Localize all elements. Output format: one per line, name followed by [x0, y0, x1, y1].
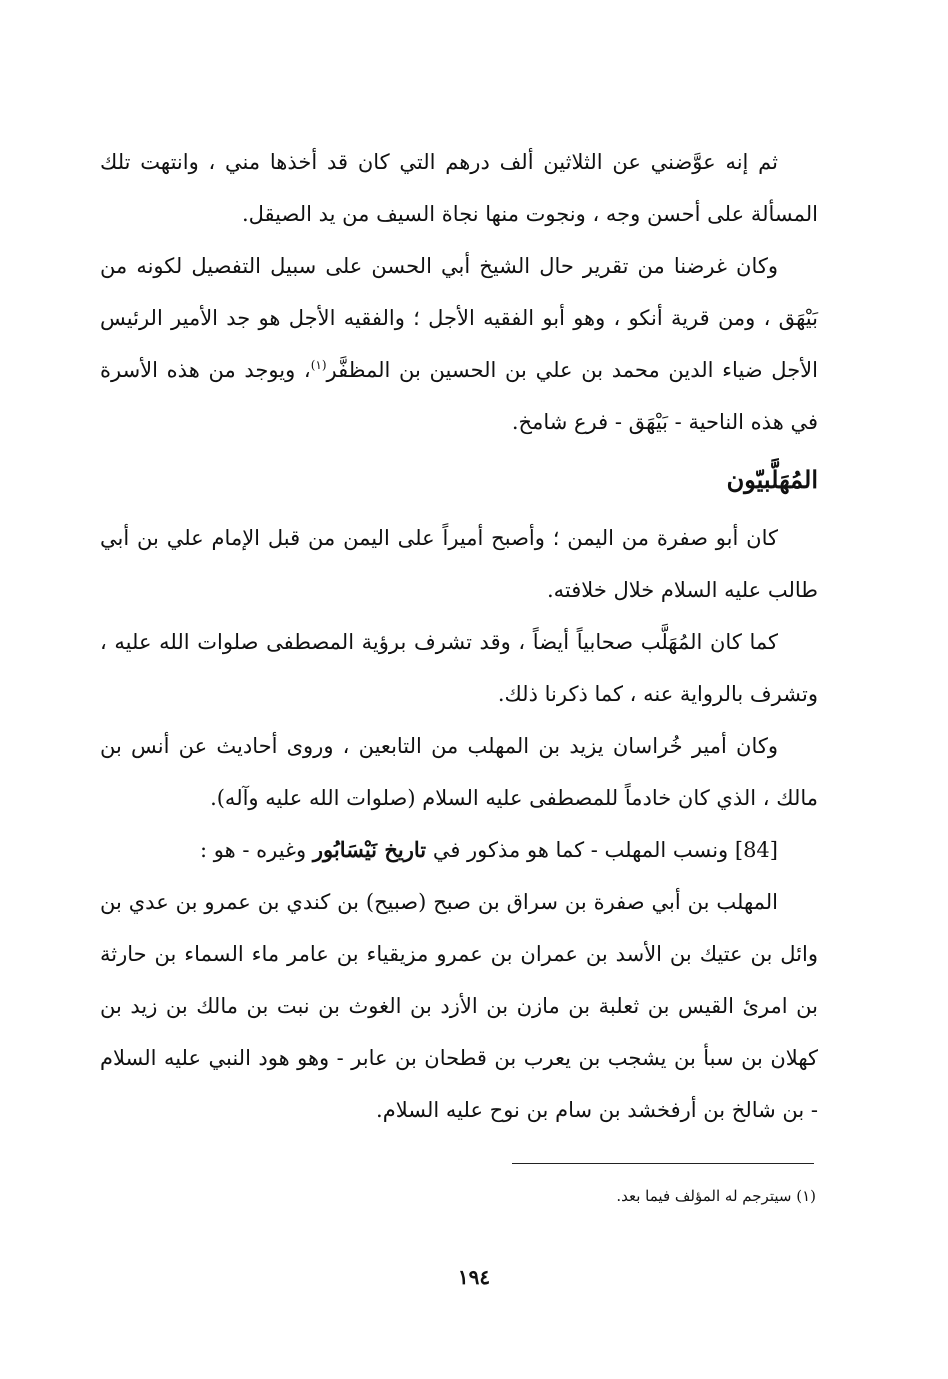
footnote-reference: (١) — [310, 358, 327, 372]
paragraph-1: ثم إنه عوَّضني عن الثلاثين ألف درهم التي كان قد أخذها مني ، وانتهت تلك المسألة على أحسن وجه ، ونجوت منها نجاة السيف من يد الصيقل. — [100, 150, 818, 226]
footnote-divider — [512, 1163, 814, 1164]
page-number: ١٩٤ — [457, 1265, 491, 1289]
body-text-top — [100, 136, 818, 1136]
book-title-reference: تاريخ نَيْسَابُور — [312, 837, 427, 862]
paragraph-7-genealogy: المهلب بن أبي صفرة بن سراق بن صبح (صبيح) بن كندي بن عمرو بن عدي بن وائل بن عتيك بن الأسد بن عمران بن عمرو مزيقياء بن عامر ماء السماء بن حارثة بن امرئ القيس بن ثعلبة بن مازن بن الأزد بن الغوث بن نبت بن مالك بن زيد بن كهلان بن سبأ بن يشجب بن يعرب بن قطحان بن عابر - وهو هود النبي عليه السلام - بن شالخ بن أرفخشد بن سام بن نوح عليه السلام. — [100, 890, 818, 1122]
paragraph-2-part-a: وكان غرضنا من تقرير حال الشيخ أبي الحسن على سبيل التفصيل لكونه من بَيْهَق ، ومن قرية أنكو ، وهو أبو الفقيه الأجل ؛ والفقيه الأجل هو جد الأمير الرئيس الأجل ضياء الدين محمد بن علي بن الحسين بن المظفَّر — [100, 254, 818, 382]
paragraph-2-part-b: ، ويوجد من هذه الأسرة في هذه الناحية - بَيْهَق - فرع شامخ. — [100, 358, 818, 434]
section-heading: المُهَلَّبيّون — [726, 465, 818, 494]
paragraph-6 — [100, 824, 818, 876]
paragraph-2 — [100, 240, 818, 448]
paragraph-4: كما كان المُهَلَّب صحابياً أيضاً ، وقد تشرف برؤية المصطفى صلوات الله عليه ، وتشرف بالرواية عنه ، كما ذكرنا ذلك. — [100, 630, 818, 706]
paragraph-5: وكان أمير خُراسان يزيد بن المهلب من التابعين ، وروى أحاديث عن أنس بن مالك ، الذي كان خادماً للمصطفى عليه السلام (صلوات الله عليه وآله). — [100, 734, 818, 810]
paragraph-6-part-b: وغيره - هو : — [200, 838, 307, 862]
paragraph-3: كان أبو صفرة من اليمن ؛ وأصبح أميراً على اليمن من قبل الإمام علي بن أبي طالب عليه السلام خلال خلافته. — [100, 526, 818, 602]
paragraph-6-part-a: [84] ونسب المهلب - كما هو مذكور في — [432, 838, 778, 862]
footnote: (١) سيترجم له المؤلف فيما بعد. — [616, 1187, 816, 1205]
